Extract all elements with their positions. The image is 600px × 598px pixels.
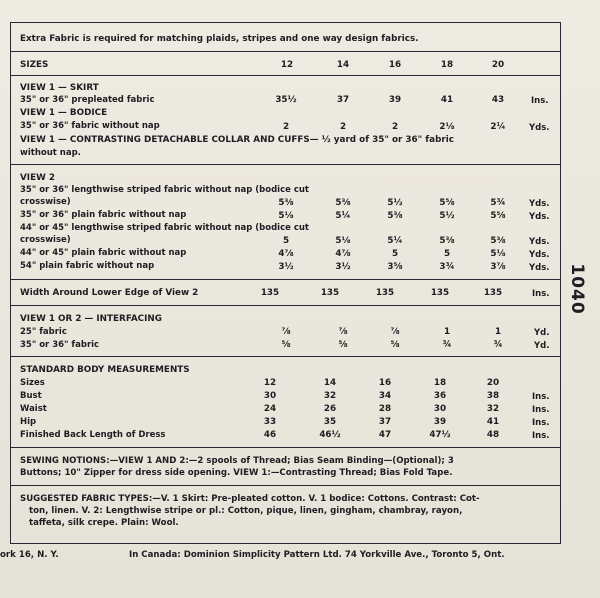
yardage-value: 5⅛ bbox=[278, 211, 294, 221]
measure-value: 39 bbox=[433, 417, 447, 427]
yardage-value: 5 bbox=[443, 249, 451, 259]
yardage-value: 3½ bbox=[335, 262, 351, 272]
yardage-chart bbox=[10, 22, 561, 544]
yardage-value: 35½ bbox=[275, 95, 297, 105]
sewing-notions-line: SEWING NOTIONS:—VIEW 1 AND 2:—2 spools of Thread; Bias Seam Binding—(Optional); 3 bbox=[20, 456, 454, 466]
yardage-value: 5¼ bbox=[335, 211, 351, 221]
width-label: Width Around Lower Edge of View 2 bbox=[20, 288, 199, 298]
measure-value: 47 bbox=[378, 430, 392, 440]
unit-label: Yds. bbox=[529, 199, 550, 209]
divider bbox=[11, 485, 560, 486]
measure-value: 20 bbox=[486, 378, 500, 388]
measure-value: 30 bbox=[433, 404, 447, 414]
size-header: 14 bbox=[336, 60, 350, 70]
yardage-value: 3⅝ bbox=[387, 262, 403, 272]
yardage-value: 4⅞ bbox=[335, 249, 351, 259]
yardage-value: 3½ bbox=[278, 262, 294, 272]
measure-value: 18 bbox=[433, 378, 447, 388]
measure-value: 32 bbox=[486, 404, 500, 414]
suggested-fabrics-line: taffeta, silk crepe. Plain: Wool. bbox=[29, 518, 179, 528]
unit-label: Yds. bbox=[529, 263, 550, 273]
unit-label: Yds. bbox=[529, 250, 550, 260]
yardage-value: 5 bbox=[282, 236, 290, 246]
row-label: 35" or 36" prepleated fabric bbox=[20, 95, 155, 105]
measure-label: Hip bbox=[20, 417, 37, 427]
yardage-value: 5⅝ bbox=[490, 211, 506, 221]
divider bbox=[11, 164, 560, 165]
yardage-value: 5½ bbox=[439, 211, 455, 221]
suggested-fabrics-line: ton, linen. V. 2: Lengthwise stripe or pl.: Cotton, pique, linen, gingham, chambray, rayon, bbox=[29, 506, 463, 516]
row-label: 35" or 36" fabric without nap bbox=[20, 121, 160, 131]
yardage-value: ⅝ bbox=[281, 340, 291, 350]
yardage-value: 2¼ bbox=[490, 122, 506, 132]
measure-value: 16 bbox=[378, 378, 392, 388]
unit-label: Yds. bbox=[529, 123, 550, 133]
yardage-value: 2 bbox=[282, 122, 290, 132]
yardage-value: 43 bbox=[491, 95, 505, 105]
yardage-value: 5½ bbox=[387, 198, 403, 208]
row-label: 35" or 36" plain fabric without nap bbox=[20, 210, 187, 220]
measure-label: Bust bbox=[20, 391, 42, 401]
yardage-value: 5⅜ bbox=[439, 236, 455, 246]
yardage-value: 2⅛ bbox=[439, 122, 455, 132]
yardage-value: ⅞ bbox=[338, 327, 348, 337]
width-value: 135 bbox=[483, 288, 503, 298]
yardage-value: 1 bbox=[443, 327, 451, 337]
measure-value: 28 bbox=[378, 404, 392, 414]
divider bbox=[11, 75, 560, 76]
measure-value: 36 bbox=[433, 391, 447, 401]
yardage-value: 5⅜ bbox=[490, 236, 506, 246]
divider bbox=[11, 447, 560, 448]
yardage-value: 5 bbox=[391, 249, 399, 259]
unit-label: Ins. bbox=[532, 289, 550, 299]
measure-value: 12 bbox=[263, 378, 277, 388]
interfacing-title: VIEW 1 OR 2 — INTERFACING bbox=[20, 314, 162, 324]
size-header: 16 bbox=[388, 60, 402, 70]
view1-collar-note-cont: without nap. bbox=[20, 148, 81, 158]
row-label: 25" fabric bbox=[20, 327, 67, 337]
view1-skirt-title: VIEW 1 — SKIRT bbox=[20, 83, 99, 93]
view1-bodice-title: VIEW 1 — BODICE bbox=[20, 108, 108, 118]
measure-label: Finished Back Length of Dress bbox=[20, 430, 166, 440]
unit-label: Yds. bbox=[529, 212, 550, 222]
row-label: 44" or 45" plain fabric without nap bbox=[20, 248, 187, 258]
size-header: 12 bbox=[280, 60, 294, 70]
unit-label: Ins. bbox=[532, 392, 550, 402]
divider bbox=[11, 51, 560, 52]
measure-label: Sizes bbox=[20, 378, 45, 388]
unit-label: Ins. bbox=[532, 405, 550, 415]
pattern-number bbox=[564, 258, 590, 320]
extra-fabric-note: Extra Fabric is required for matching plaids, stripes and one way design fabrics. bbox=[20, 34, 419, 44]
yardage-value: 1 bbox=[494, 327, 502, 337]
row-label-cont: crosswise) bbox=[20, 197, 71, 207]
yardage-value: 3⅞ bbox=[490, 262, 506, 272]
yardage-value: 41 bbox=[440, 95, 454, 105]
yardage-value: 39 bbox=[388, 95, 402, 105]
unit-label: Ins. bbox=[531, 96, 549, 106]
measure-value: 34 bbox=[378, 391, 392, 401]
measure-value: 32 bbox=[323, 391, 337, 401]
measure-value: 46½ bbox=[319, 430, 341, 440]
width-value: 135 bbox=[320, 288, 340, 298]
divider bbox=[11, 279, 560, 280]
width-value: 135 bbox=[430, 288, 450, 298]
measure-value: 41 bbox=[486, 417, 500, 427]
suggested-fabrics-line: SUGGESTED FABRIC TYPES:—V. 1 Skirt: Pre-pleated cotton. V. 1 bodice: Cottons. Contrast: Cot- bbox=[20, 494, 480, 504]
sewing-notions-line: Buttons; 10" Zipper for dress side opening. VIEW 1:—Contrasting Thread; Bias Fold Tape. bbox=[20, 468, 453, 478]
yardage-value: 5⅝ bbox=[439, 198, 455, 208]
yardage-value: 2 bbox=[339, 122, 347, 132]
yardage-value: 5⅛ bbox=[335, 236, 351, 246]
yardage-value: ⅞ bbox=[390, 327, 400, 337]
measure-value: 47½ bbox=[429, 430, 451, 440]
yardage-value: ¾ bbox=[493, 340, 503, 350]
suggested-fabrics bbox=[20, 493, 552, 529]
yardage-value: 5⅜ bbox=[387, 211, 403, 221]
measure-value: 14 bbox=[323, 378, 337, 388]
unit-label: Ins. bbox=[532, 431, 550, 441]
yardage-value: 5⅛ bbox=[490, 249, 506, 259]
width-value: 135 bbox=[375, 288, 395, 298]
sizes-label: SIZES bbox=[20, 60, 49, 70]
divider bbox=[11, 356, 560, 357]
measure-value: 35 bbox=[323, 417, 337, 427]
pattern-number-text: 1040 bbox=[567, 263, 587, 315]
yardage-value: 37 bbox=[336, 95, 350, 105]
divider bbox=[11, 305, 560, 306]
yardage-value: 5¾ bbox=[490, 198, 506, 208]
sewing-notions bbox=[20, 455, 552, 479]
yardage-value: 5¼ bbox=[387, 236, 403, 246]
measure-value: 26 bbox=[323, 404, 337, 414]
measure-value: 38 bbox=[486, 391, 500, 401]
yardage-value: ⅞ bbox=[281, 327, 291, 337]
body-measurements-title: STANDARD BODY MEASUREMENTS bbox=[20, 365, 190, 375]
size-header: 18 bbox=[440, 60, 454, 70]
yardage-value: 5⅜ bbox=[335, 198, 351, 208]
row-label: 54" plain fabric without nap bbox=[20, 261, 155, 271]
measure-value: 37 bbox=[378, 417, 392, 427]
measure-value: 48 bbox=[486, 430, 500, 440]
width-value: 135 bbox=[260, 288, 280, 298]
measure-label: Waist bbox=[20, 404, 47, 414]
yardage-value: ¾ bbox=[442, 340, 452, 350]
yardage-value: 4⅞ bbox=[278, 249, 294, 259]
row-label: 35" or 36" lengthwise striped fabric without nap (bodice cut bbox=[20, 185, 309, 195]
yardage-value: 2 bbox=[391, 122, 399, 132]
yardage-value: ⅝ bbox=[390, 340, 400, 350]
view1-collar-note: VIEW 1 — CONTRASTING DETACHABLE COLLAR AND CUFFS— ½ yard of 35" or 36" fabric bbox=[20, 135, 454, 145]
unit-label: Yds. bbox=[529, 237, 550, 247]
view2-title: VIEW 2 bbox=[20, 173, 55, 183]
unit-label: Ins. bbox=[532, 418, 550, 428]
measure-value: 24 bbox=[263, 404, 277, 414]
yardage-value: ⅝ bbox=[338, 340, 348, 350]
measure-value: 30 bbox=[263, 391, 277, 401]
canada-address: In Canada: Dominion Simplicity Pattern Ltd. 74 Yorkville Ave., Toronto 5, Ont. bbox=[129, 550, 505, 560]
row-label: 35" or 36" fabric bbox=[20, 340, 100, 350]
publisher-address: ork 16, N. Y. bbox=[0, 550, 59, 560]
measure-value: 33 bbox=[263, 417, 277, 427]
yardage-value: 3¾ bbox=[439, 262, 455, 272]
unit-label: Yd. bbox=[534, 341, 550, 351]
measure-value: 46 bbox=[263, 430, 277, 440]
unit-label: Yd. bbox=[534, 328, 550, 338]
row-label-cont: crosswise) bbox=[20, 235, 71, 245]
row-label: 44" or 45" lengthwise striped fabric without nap (bodice cut bbox=[20, 223, 309, 233]
yardage-value: 5⅜ bbox=[278, 198, 294, 208]
size-header: 20 bbox=[491, 60, 505, 70]
